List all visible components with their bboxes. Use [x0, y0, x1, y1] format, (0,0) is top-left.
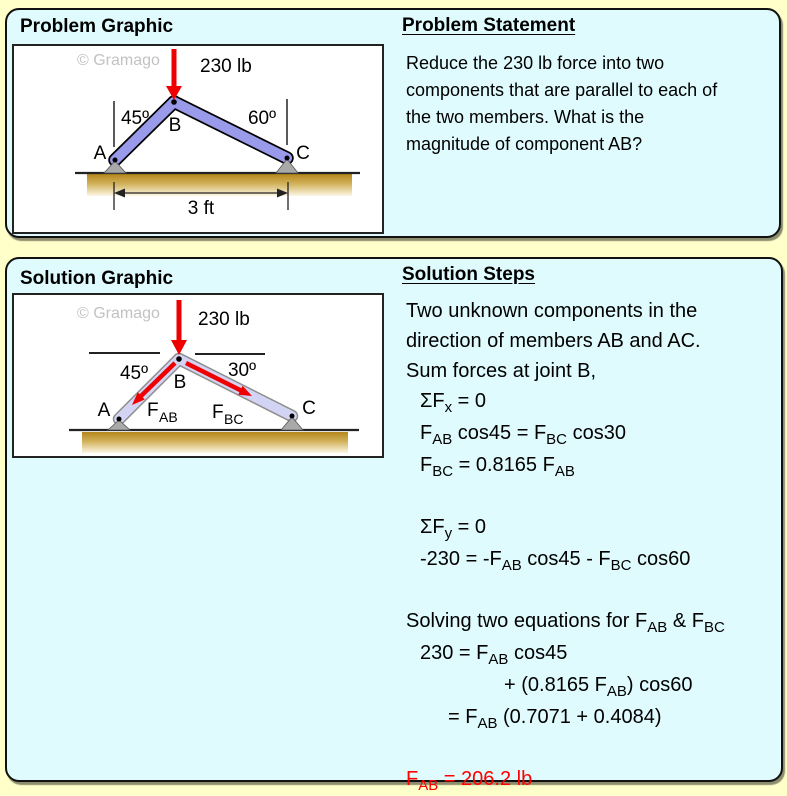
force-bc-subscript: BC	[224, 411, 244, 427]
text-line: Sum forces at joint B,	[406, 360, 597, 382]
angle-left-label: 45º	[120, 108, 150, 129]
joint-b	[171, 99, 177, 105]
support-a	[104, 161, 126, 173]
text-line	[402, 734, 782, 764]
text-line: Reduce the 230 lb force into two	[406, 53, 665, 73]
text-line	[402, 482, 782, 512]
node-c-label: C	[302, 398, 316, 419]
force-bc-label: F	[212, 402, 224, 423]
solution-steps-title: Solution Steps	[402, 264, 535, 285]
problem-statement-title: Problem Statement	[402, 15, 576, 36]
joint-c	[285, 156, 290, 161]
joint-b	[176, 356, 182, 362]
problem-panel	[5, 8, 781, 238]
text-line: Two unknown components in the	[406, 300, 698, 322]
problem-graphic-figure	[12, 44, 384, 234]
force-ab-subscript: AB	[159, 409, 178, 425]
node-b-label: B	[168, 115, 182, 136]
angle-left-label: 45º	[119, 363, 149, 384]
solution-diagram	[14, 295, 382, 456]
force-arrow-head	[171, 340, 187, 355]
node-a-label: A	[93, 143, 107, 164]
text-line	[402, 576, 782, 606]
watermark-text: © Gramago	[77, 305, 160, 322]
node-a-label: A	[97, 400, 111, 421]
joint-a	[117, 417, 122, 422]
force-label: 230 lb	[198, 309, 250, 330]
text-line: direction of members AB and AC.	[406, 330, 701, 352]
angle-right-label: 30º	[227, 360, 257, 381]
text-line: + (0.8165 $F_{AB}$) cos60	[504, 674, 693, 700]
text-line: $\Sigma F_x = 0$	[420, 390, 487, 416]
ground-fill	[82, 432, 348, 453]
force-label: 230 lb	[200, 56, 252, 77]
text-line: $-230 = -F_{AB}$ $\cos 45 - F_{BC}$ cos60	[420, 548, 691, 574]
solution-steps-block	[402, 264, 782, 796]
problem-diagram	[14, 46, 382, 232]
text-line: $F_{AB} = 206.2$ lb	[406, 768, 533, 794]
text-line: Solving two equations for $F_{AB}$ & $F_{BC}$	[406, 610, 725, 636]
text-line: $\Sigma F_y = 0$	[420, 516, 487, 542]
problem-statement-block	[402, 15, 782, 158]
node-c-label: C	[296, 143, 310, 164]
force-ab-label: F	[147, 400, 159, 421]
solution-graphic-title: Solution Graphic	[20, 268, 174, 289]
watermark-text: © Gramago	[77, 52, 160, 69]
joint-c	[290, 414, 295, 419]
solution-steps-text	[402, 296, 782, 796]
problem-graphic-title: Problem Graphic	[20, 16, 174, 37]
node-b-label: B	[173, 372, 187, 393]
joint-a	[113, 158, 118, 163]
text-line: $F_{BC} = 0.8165$ $F_{AB}$	[420, 454, 575, 480]
text-line: = $F_{AB}$ (0.7071 + 0.4084)	[448, 706, 662, 732]
solution-graphic-figure	[12, 293, 384, 458]
text-line: components that are parallel to each of	[406, 80, 718, 100]
text-line: $F_{AB}$ $\cos 45 = F_{BC}$ cos30	[420, 422, 626, 448]
text-line: magnitude of component AB?	[406, 134, 643, 154]
text-line: the two members. What is the	[406, 107, 645, 127]
dimension-label: 3 ft	[187, 198, 215, 219]
angle-right-label: 60º	[247, 108, 277, 129]
problem-statement-text	[402, 50, 782, 158]
solution-panel	[5, 257, 783, 794]
text-line: $230 = F_{AB}$ cos45	[420, 642, 568, 668]
